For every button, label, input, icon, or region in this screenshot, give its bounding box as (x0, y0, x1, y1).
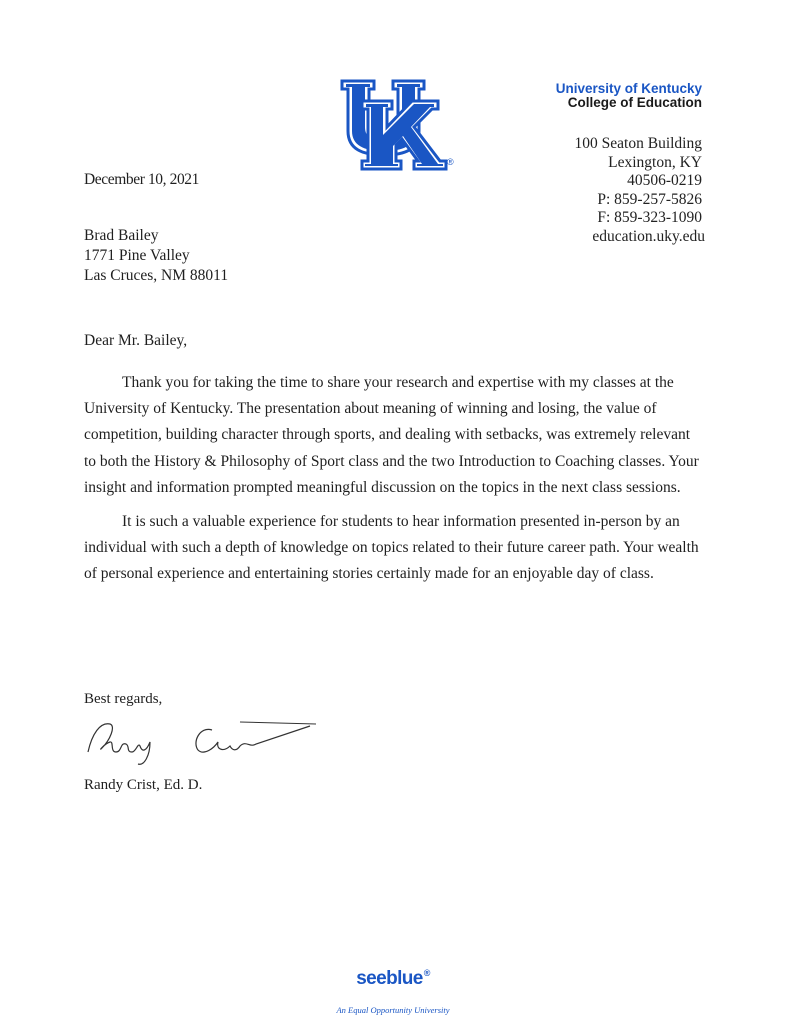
equal-opportunity-tagline: An Equal Opportunity University (336, 1005, 450, 1015)
closing: Best regards, (84, 691, 163, 707)
recipient-name: Brad Bailey (84, 227, 159, 244)
university-name: University of Kentucky (555, 81, 702, 96)
registered-mark: ® (447, 157, 454, 167)
recipient-address (84, 226, 228, 286)
letter-body (84, 370, 704, 596)
address-line-2: Lexington, KY (608, 153, 702, 171)
salutation: Dear Mr. Bailey, (84, 332, 188, 349)
address-line-3: 40506-0219 (627, 172, 702, 189)
address-line-1: 100 Seaton Building (574, 135, 702, 152)
body-paragraph-2: It is such a valuable experience for students to hear information presented in-person by an individual with such a depth of knowledge on topics related to their future career path. Your wealth of personal experience and entertaining stories certainly made for an enjoyable day of class. (84, 513, 699, 583)
seeblue-mark: ® (423, 968, 430, 978)
fax-number: F: 859-323-1090 (597, 209, 702, 226)
signer-name: Randy Crist, Ed. D. (84, 777, 203, 793)
recipient-street: 1771 Pine Valley (84, 247, 190, 264)
recipient-city: Las Cruces, NM 88011 (84, 267, 229, 284)
seeblue-logo (0, 968, 786, 990)
website: education.uky.edu (592, 227, 705, 245)
college-name: College of Education (567, 95, 702, 110)
sender-address (574, 135, 705, 246)
body-paragraph-1: Thank you for taking the time to share your research and expertise with my classes at the University of Kentucky. The presentation about meaning of winning and losing, the value of competition, building character through sports, and dealing with setbacks, was extremely relevant to both the History & Philosophy of Sport class and the two Introduction to Coaching classes. Your insight and information prompted meaningful discussion on the topics in the next class sessions. (84, 374, 699, 496)
handwritten-signature (80, 712, 320, 772)
uk-logo (340, 79, 460, 171)
letter-date: December 10, 2021 (84, 171, 200, 188)
seeblue-text: seeblue (356, 968, 423, 989)
phone-number: P: 859-257-5826 (597, 190, 702, 208)
